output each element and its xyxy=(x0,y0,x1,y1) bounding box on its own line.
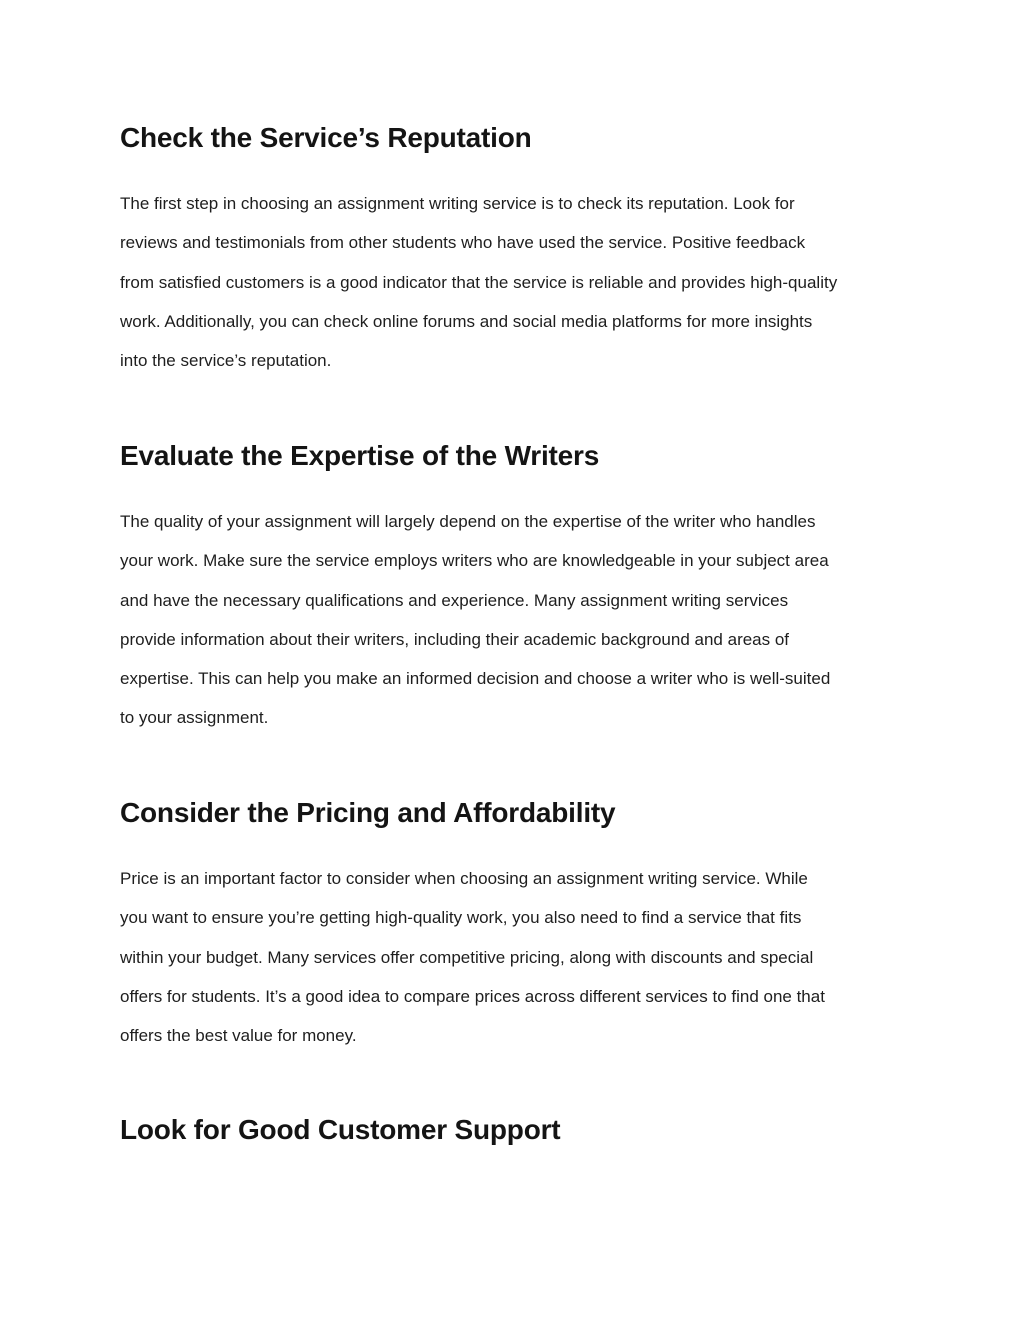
paragraph-line: provide information about their writers, including their academic background and areas of xyxy=(120,629,790,649)
section-paragraph-expertise xyxy=(120,502,920,738)
paragraph-line: to your assignment. xyxy=(120,708,269,728)
paragraph-line: you want to ensure you’re getting high-quality work, you also need to find a service that fits xyxy=(120,908,802,928)
paragraph-line: offers the best value for money. xyxy=(120,1026,357,1045)
section-heading-reputation: Check the Service’s Reputation xyxy=(120,122,532,153)
section-heading-support: Look for Good Customer Support xyxy=(120,1114,561,1145)
paragraph-line: Price is an important factor to consider when choosing an assignment writing service. While xyxy=(120,869,808,888)
paragraph-line: and have the necessary qualifications and experience. Many assignment writing services xyxy=(120,590,789,610)
paragraph-line: The quality of your assignment will largely depend on the expertise of the writer who handles xyxy=(120,512,816,531)
section-paragraph-pricing xyxy=(120,859,920,1055)
paragraph-line: offers for students. It’s a good idea to compare prices across different services to find one that xyxy=(120,986,825,1006)
paragraph-line: reviews and testimonials from other students who have used the service. Positive feedback xyxy=(120,233,806,253)
paragraph-line: within your budget. Many services offer competitive pricing, along with discounts and special xyxy=(120,947,814,967)
paragraph-line: The first step in choosing an assignment writing service is to check its reputation. Look for xyxy=(120,194,795,213)
section-heading-expertise: Evaluate the Expertise of the Writers xyxy=(120,440,600,471)
paragraph-line: into the service’s reputation. xyxy=(120,351,332,370)
section-paragraph-reputation xyxy=(120,184,920,380)
paragraph-line: from satisfied customers is a good indicator that the service is reliable and provides high-quality xyxy=(120,272,838,292)
paragraph-line: expertise. This can help you make an informed decision and choose a writer who is well-suited xyxy=(120,669,831,688)
paragraph-line: work. Additionally, you can check online forums and social media platforms for more insights xyxy=(120,311,813,331)
paragraph-line: your work. Make sure the service employs writers who are knowledgeable in your subject area xyxy=(120,551,829,571)
section-heading-pricing: Consider the Pricing and Affordability xyxy=(120,797,616,828)
